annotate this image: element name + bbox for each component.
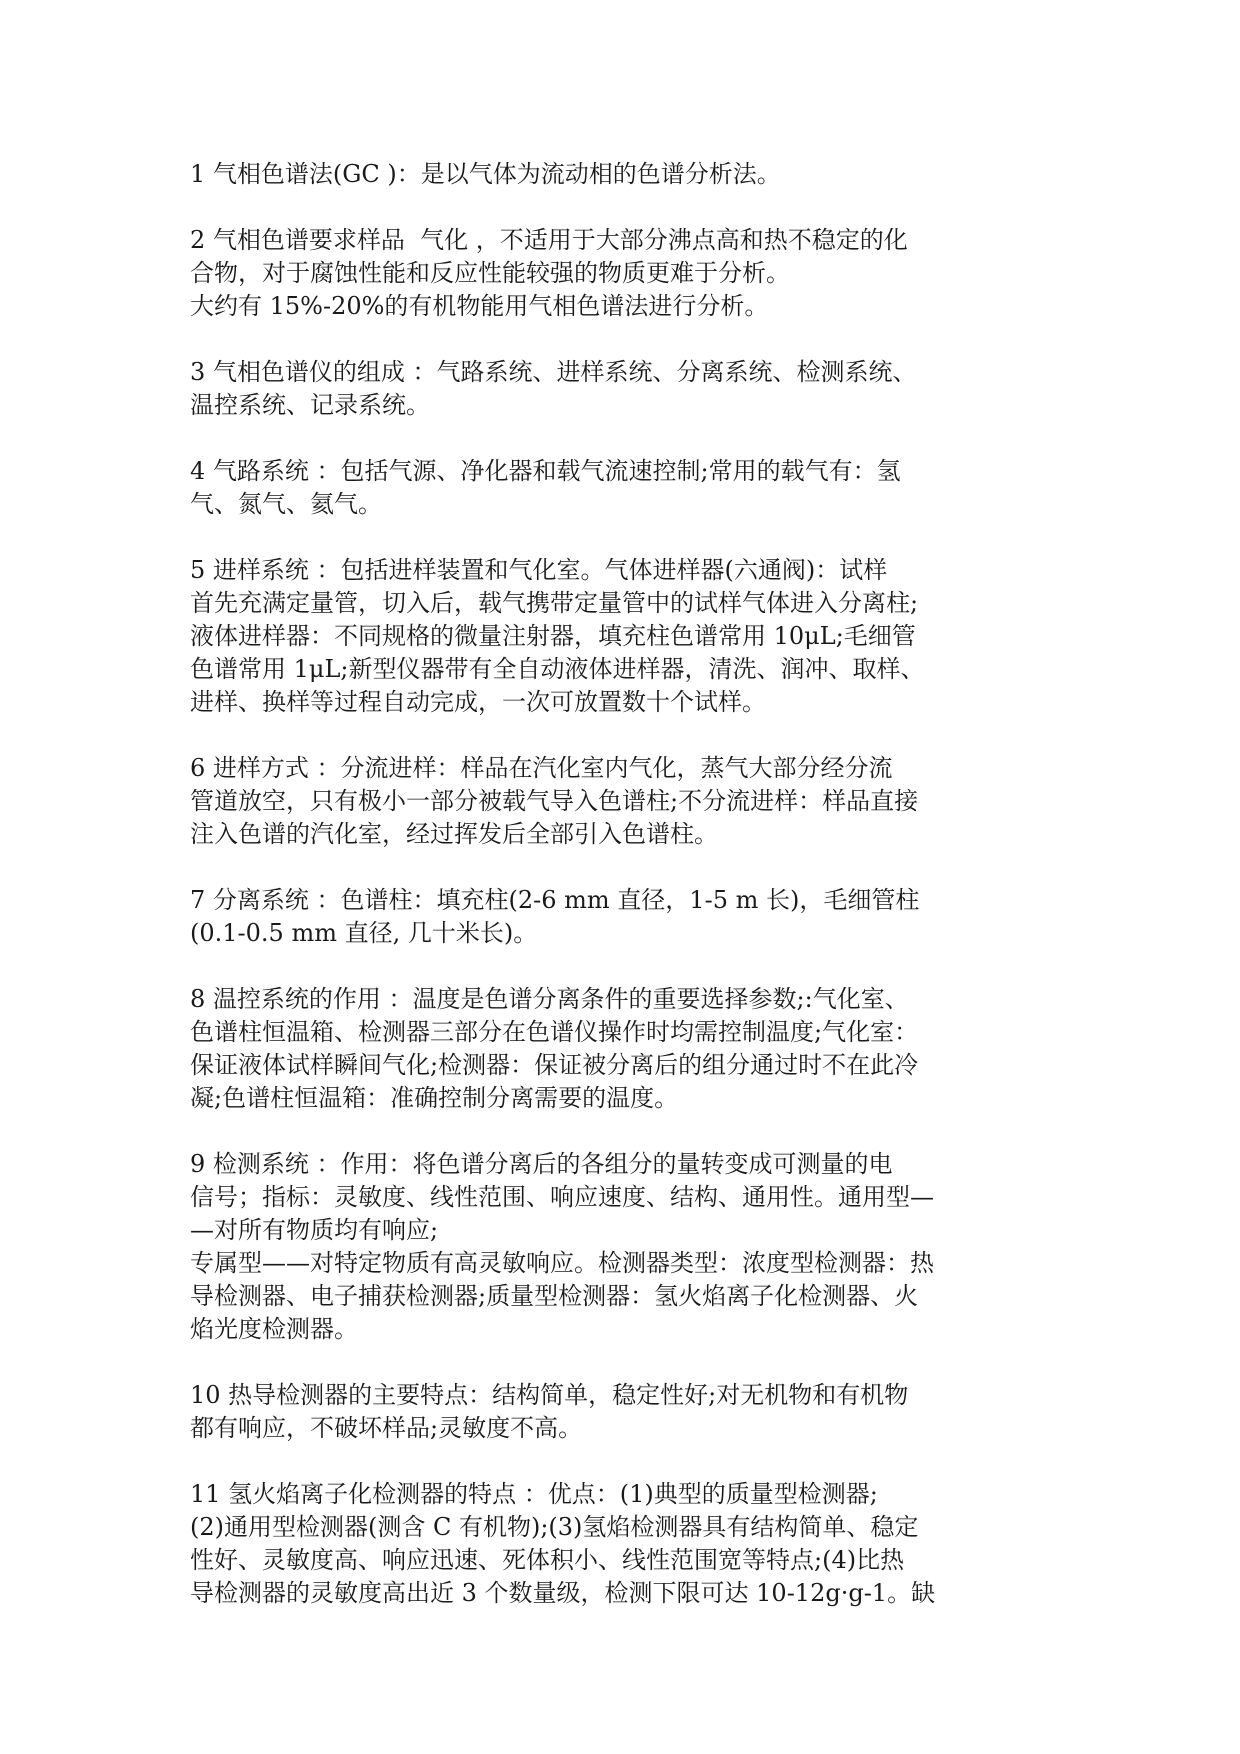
text-line: 专属型——对特定物质有高灵敏响应。检测器类型：浓度型检测器：热: [190, 1249, 934, 1277]
paragraph-2: [190, 224, 1070, 323]
text-line: 4 气路系统 ：包括气源、净化器和载气流速控制;常用的载气有：氢: [190, 457, 901, 485]
text-line: 液体进样器：不同规格的微量注射器，填充柱色谱常用 10μL;毛细管: [190, 622, 916, 650]
text-line: 保证液体试样瞬间气化;检测器：保证被分离后的组分通过时不在此冷: [190, 1051, 919, 1079]
text-line: 信号；指标：灵敏度、线性范围、响应速度、结构、通用性。通用型—: [190, 1183, 934, 1211]
paragraph-7: [190, 884, 1070, 950]
text-line: 6 进样方式 ：分流进样：样品在汽化室内气化，蒸气大部分经分流: [190, 754, 893, 782]
text-line: 进样、换样等过程自动完成，一次可放置数十个试样。: [190, 688, 766, 716]
text-line: 2 气相色谱要求样品 气化 ，不适用于大部分沸点高和热不稳定的化: [190, 226, 908, 254]
text-line: 10 热导检测器的主要特点：结构简单，稳定性好;对无机物和有机物: [190, 1381, 909, 1409]
paragraph-6: [190, 752, 1070, 851]
text-line: 7 分离系统 ：色谱柱：填充柱(2-6 mm 直径，1-5 m 长)，毛细管柱: [190, 886, 920, 914]
paragraph-10: [190, 1379, 1070, 1445]
paragraph-9: [190, 1148, 1070, 1346]
text-line: 色谱柱恒温箱、检测器三部分在色谱仪操作时均需控制温度;气化室：: [190, 1018, 919, 1046]
text-line: 管道放空，只有极小一部分被载气导入色谱柱;不分流进样：样品直接: [190, 787, 919, 815]
text-line: 3 气相色谱仪的组成 ：气路系统、进样系统、分离系统、检测系统、: [190, 358, 917, 386]
text-line: 11 氢火焰离子化检测器的特点 ：优点：(1)典型的质量型检测器;: [190, 1480, 878, 1508]
text-line: 导检测器、电子捕获检测器;质量型检测器：氢火焰离子化检测器、火: [190, 1282, 919, 1310]
document-page: [190, 158, 1070, 1643]
text-line: —对所有物质均有响应;: [190, 1216, 439, 1244]
paragraph-8: [190, 983, 1070, 1115]
text-line: 注入色谱的汽化室，经过挥发后全部引入色谱柱。: [190, 820, 718, 848]
text-line: 9 检测系统 ：作用：将色谱分离后的各组分的量转变成可测量的电: [190, 1150, 893, 1178]
text-line: 5 进样系统 ：包括进样装置和气化室。气体进样器(六通阀)：试样: [190, 556, 888, 584]
text-line: 焰光度检测器。: [190, 1315, 358, 1343]
text-line: 合物，对于腐蚀性能和反应性能较强的物质更难于分析。: [190, 259, 790, 287]
text-line: 凝;色谱柱恒温箱：准确控制分离需要的温度。: [190, 1084, 679, 1112]
text-line: 色谱常用 1μL;新型仪器带有全自动液体进样器，清洗、润冲、取样、: [190, 655, 925, 683]
text-line: 气、氮气、氦气。: [190, 490, 382, 518]
paragraph-3: [190, 356, 1070, 422]
paragraph-1: [190, 158, 1070, 191]
text-line: (0.1-0.5 mm 直径, 几十米长)。: [190, 919, 538, 947]
text-line: 都有响应，不破坏样品;灵敏度不高。: [190, 1414, 583, 1442]
text-line: 性好、灵敏度高、响应迅速、死体积小、线性范围宽等特点;(4)比热: [190, 1546, 905, 1574]
paragraph-5: [190, 554, 1070, 719]
text-line: 大约有 15%-20%的有机物能用气相色谱法进行分析。: [190, 292, 769, 320]
paragraph-4: [190, 455, 1070, 521]
text-line: 温控系统、记录系统。: [190, 391, 430, 419]
text-line: 首先充满定量管，切入后，载气携带定量管中的试样气体进入分离柱;: [190, 589, 919, 617]
text-line: (2)通用型检测器(测含 C 有机物);(3)氢焰检测器具有结构简单、稳定: [190, 1513, 919, 1541]
text-line: 8 温控系统的作用 ：温度是色谱分离条件的重要选择参数;:气化室、: [190, 985, 909, 1013]
text-line: 1 气相色谱法(GC )：是以气体为流动相的色谱分析法。: [190, 160, 781, 188]
paragraph-11: [190, 1478, 1070, 1610]
text-line: 导检测器的灵敏度高出近 3 个数量级，检测下限可达 10-12g·g-1。缺: [190, 1579, 936, 1607]
